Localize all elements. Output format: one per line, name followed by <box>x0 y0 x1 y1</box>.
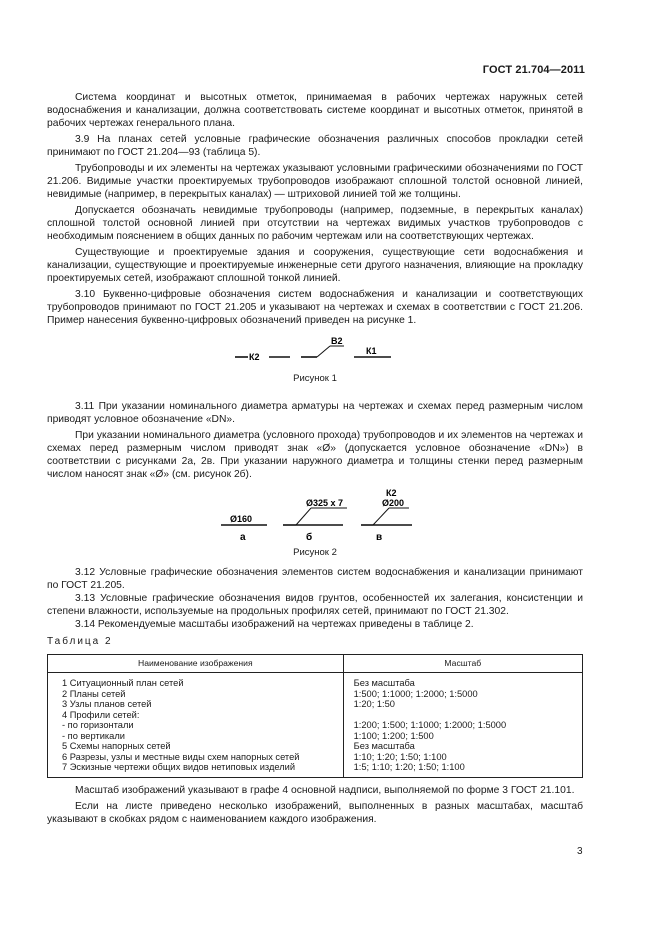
figure-1-drawing <box>47 330 583 370</box>
label-k1: К1 <box>366 346 377 356</box>
figure-1 <box>47 330 583 388</box>
figure-2-drawing <box>47 484 583 544</box>
figure-1-caption: Рисунок 1 <box>293 373 337 384</box>
table-cell: - по горизонтали <box>62 720 134 730</box>
table-cell: 2 Планы сетей <box>62 688 126 699</box>
paragraph: Трубопроводы и их элементы на чертежах указывают условными графическими обозначениями по ГОСТ 21.206. Видимые участки проектируемых трубопроводов изображают сплошной толстой основной линией, невидимые (например, в перекрытых каналах) — штриховой линией той же толщины. <box>47 163 583 200</box>
table-cell: 1:500; 1:1000; 1:2000; 1:5000 <box>353 688 478 699</box>
paragraph: 3.10 Буквенно-цифровые обозначения систем водоснабжения и канализации и соответствующих трубопроводов принимают по ГОСТ 21.205 и указывают на чертежах и схемах в соответствии с ГОСТ 21.206. Пример нанесения буквенно-цифровых обозначений приведен на рисунке 1. <box>47 289 583 326</box>
paragraph: 3.12 Условные графические обозначения элементов систем водоснабжения и канализации принимают по ГОСТ 21.205. <box>47 567 583 591</box>
letter-v: в <box>376 532 383 543</box>
figure-2-caption: Рисунок 2 <box>293 547 337 558</box>
paragraph: Существующие и проектируемые здания и сооружения, существующие сети водоснабжения и канализации, существующие и проектируемые инженерные сети другого назначения, влияющие на прокладку проектируемых сетей, изображают сплошной тонкой линией. <box>47 247 583 284</box>
table-cell: 1:20; 1:50 <box>353 699 395 709</box>
table-cell: - по вертикали <box>62 730 125 741</box>
table-cell: 7 Эскизные чертежи общих видов нетиповых изделий <box>62 762 296 772</box>
paragraph: Система координат и высотных отметок, принимаемая в рабочих чертежах наружных сетей водоснабжения и канализации, должна соответствовать системе координат и высотных отметок, принятой в рабочих чертежах генерального плана. <box>47 92 583 129</box>
label-d200: Ø200 <box>382 498 405 508</box>
figure-2 <box>47 484 583 566</box>
table-cell: 6 Разрезы, узлы и местные виды схем напорных сетей <box>62 751 300 762</box>
table-header-row <box>48 655 583 673</box>
letter-a: а <box>240 532 246 543</box>
scales-table <box>47 654 583 778</box>
table-cell: 1:200; 1:500; 1:1000; 1:2000; 1:5000 <box>353 720 507 730</box>
paragraph: При указании номинального диаметра (условного прохода) трубопроводов и их элементов на чертежах и схемах перед размерным числом приводят знак «Ø» (допускается условное обозначение «DN») в соответствии с рисунками 2а, 2в. При указании наружного диаметра и толщины стенки перед размерным числом наносят знак «Ø» (см. рисунок 2б). <box>47 430 583 480</box>
paragraph: Допускается обозначать невидимые трубопроводы (например, подземные, в перекрытых каналах) сплошной толстой основной линией при отсутствии на чертежах видимых участков трубопроводов с необходимым пояснением в общих данных по рабочим чертежам или на соответствующих чертежах. <box>47 205 583 242</box>
table-title: Таблица 2 <box>47 636 113 647</box>
page-number: 3 <box>577 846 583 857</box>
paragraph: 3.9 На планах сетей условные графические обозначения различных способов прокладки сетей принимают по ГОСТ 21.204—93 (таблица 5). <box>47 134 583 158</box>
table-cell: 5 Схемы напорных сетей <box>62 741 171 751</box>
table-cell: 3 Узлы планов сетей <box>62 699 152 709</box>
table-cell: Без масштаба <box>353 678 415 688</box>
table-header-scale: Масштаб <box>343 655 582 673</box>
table-cell: 1:100; 1:200; 1:500 <box>353 730 434 741</box>
table-cell: Без масштаба <box>353 741 415 751</box>
table-body <box>48 673 583 778</box>
document-code: ГОСТ 21.704—2011 <box>482 64 585 76</box>
label-k2: К2 <box>249 352 260 362</box>
paragraph: Масштаб изображений указывают в графе 4 основной надписи, выполняемой по форме 3 ГОСТ 21.101. <box>75 784 575 796</box>
label-v2: В2 <box>331 336 343 346</box>
paragraph: Если на листе приведено несколько изображений, выполненных в разных масштабах, масштаб указывают в скобках рядом с наименованием каждого изображения. <box>47 800 583 825</box>
table-cell: 1:5; 1:10; 1:20; 1:50; 1:100 <box>353 762 465 772</box>
table-column-names <box>48 673 344 778</box>
document-body <box>47 91 583 829</box>
table-column-scales <box>343 673 582 778</box>
label-d160: Ø160 <box>230 514 253 524</box>
table-header-name: Наименование изображения <box>48 655 344 673</box>
table-cell: 4 Профили сетей: <box>62 709 140 720</box>
paragraph: 3.11 При указании номинального диаметра арматуры на чертежах и схемах перед размерным числом приводят условное обозначение «DN». <box>47 401 583 425</box>
label-k2-fig2: К2 <box>386 488 397 498</box>
table-cell <box>344 710 582 721</box>
table-cell: 1:10; 1:20; 1:50; 1:100 <box>353 751 447 762</box>
paragraph: 3.14 Рекомендуемые масштабы изображений на чертежах приведены в таблице 2. <box>75 619 474 630</box>
paragraph: 3.13 Условные графические обозначения видов грунтов, особенностей их залегания, консистенции и степени влажности, используемые на продольных профилях сетей, принимают по ГОСТ 21.302. <box>47 593 583 617</box>
letter-b: б <box>306 532 313 543</box>
table-cell: 1 Ситуационный план сетей <box>62 678 184 688</box>
label-d325x7: Ø325 x 7 <box>306 498 344 508</box>
